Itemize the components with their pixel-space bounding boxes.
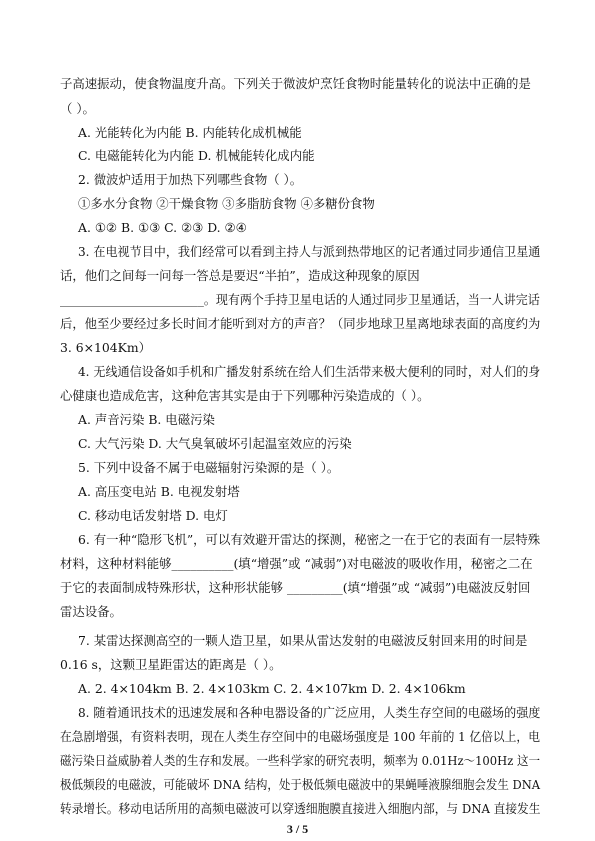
text-line: 在急剧增强，有资料表明，现在人类生存空间中的电磁场强度是 100 年前的 1 亿倍以上，电 — [60, 729, 540, 744]
option-line: C. 电磁能转化为内能 D. 机械能转化成内能 — [78, 148, 315, 163]
question-line: 8. 随着通讯技术的迅速发展和各种电器设备的广泛应用，人类生存空间的电磁场的强度 — [78, 705, 541, 720]
text-line: 转录增长。移动电话所用的高频电磁波可以穿透细胞膜直接进入细胞内部，与 DNA 直接发生 — [60, 801, 541, 816]
option-line: A. 声音污染 B. 电磁污染 — [78, 412, 215, 427]
option-line: C. 大气污染 D. 大气臭氧破坏引起温室效应的污染 — [78, 436, 352, 451]
text-line: 雷达设备。 — [60, 604, 122, 619]
question-line: 6. 有一种“隐形飞机”，可以有效避开雷达的探测，秘密之一在于它的表面有一层特殊 — [78, 532, 541, 547]
text-line: 后，他至少要经过多长时间才能听到对方的声音？（同步地球卫星离地球表面的高度约为 — [60, 316, 541, 331]
text-line: ________________________。现有两个手持卫星电话的人通过同步卫星通话，当一人讲完话 — [60, 292, 540, 307]
question-line: 5. 下列中设备不属于电磁辐射污染源的是（ ）。 — [78, 460, 340, 475]
text-line: ①多水分食物 ②干燥食物 ③多脂肪食物 ④多糖份食物 — [78, 196, 375, 211]
text-line: 3. 6×104Km） — [60, 340, 152, 355]
text-line: 极低频段的电磁波，可能破坏 DNA 结构，处于极低频电磁波中的果蝇唾液腺细胞会发生 DNA — [60, 777, 541, 792]
text-line: 子高速振动，使食物温度升高。下列关于微波炉烹饪食物时能量转化的说法中正确的是 — [60, 76, 531, 91]
text-line: 磁污染日益威胁着人类的生存和发展。一些科学家的研究表明，频率为 0.01Hz～100Hz 这一 — [60, 753, 541, 768]
question-line: 2. 微波炉适用于加热下列哪些食物（ ）。 — [78, 172, 303, 187]
option-line: A. 高压变电站 B. 电视发射塔 — [78, 484, 240, 499]
text-line: 心健康也造成危害，这种危害其实是由于下列哪种污染造成的（ ）。 — [60, 388, 430, 403]
option-line: A. 光能转化为内能 B. 内能转化成机械能 — [78, 125, 302, 140]
option-line: C. 移动电话发射塔 D. 电灯 — [78, 508, 228, 523]
text-line: （ ）。 — [60, 101, 95, 116]
question-line: 7. 某雷达探测高空的一颗人造卫星，如果从雷达发射的电磁波反射回来用的时间是 — [78, 633, 528, 648]
text-line: 材料，这种材料能够__________(填“增强”或 “减弱”)对电磁波的吸收作用，秘密之二在 — [60, 556, 533, 571]
page-number: 3 / 5 — [286, 822, 309, 836]
option-line: A. ①② B. ①③ C. ②③ D. ②④ — [78, 220, 247, 235]
text-line: 于它的表面制成特殊形状，这种形状能够 _________(填“增强”或 “减弱”)电磁波反射回 — [60, 580, 531, 595]
question-line: 3. 在电视节目中，我们经常可以看到主持人与派到热带地区的记者通过同步通信卫星通 — [78, 244, 541, 259]
text-line: 话，他们之间每一问每一答总是要迟“半拍”，造成这种现象的原因 — [60, 268, 420, 283]
text-line: 0.16 s，这颗卫星距雷达的距离是（ ）。 — [60, 657, 282, 672]
question-line: 4. 无线通信设备如手机和广播发射系统在给人们生活带来极大便利的同时，对人们的身 — [78, 364, 541, 379]
option-line: A. 2. 4×104km B. 2. 4×103km C. 2. 4×107km D. 2. 4×106km — [78, 681, 466, 696]
